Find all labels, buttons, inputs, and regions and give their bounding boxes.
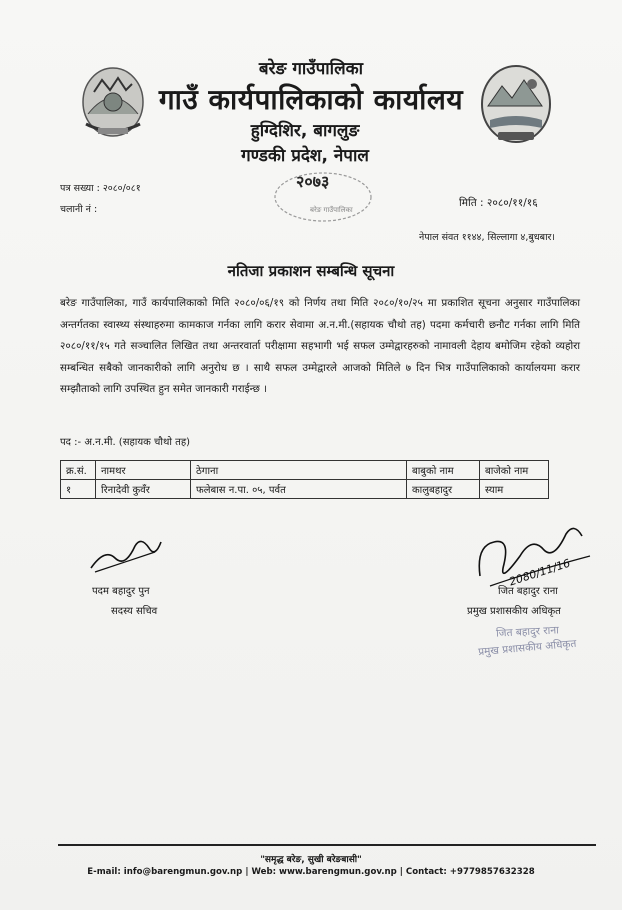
dispatch-number: चलानी नं : <box>60 204 98 215</box>
title-stamp: प्रमुख प्रशासकीय अधिकृत <box>477 637 577 659</box>
left-signatory-title: सदस्य सचिव <box>111 606 158 617</box>
table-header-cell: बाजेको नाम <box>480 461 549 480</box>
letter-date: मिति : २०८०/११/१६ <box>459 197 538 209</box>
table-header-cell: नामथर <box>96 461 191 480</box>
table-header-cell: क्र.सं. <box>61 461 96 480</box>
right-signatory-name: जित बहादुर राना <box>498 586 558 597</box>
table-cell: स्याम <box>480 480 549 499</box>
office-address: हुग्दिशिर, बागलुङ <box>250 121 360 141</box>
footer-contact: E-mail: info@barengmun.gov.np | Web: www.barengmun.gov.np | Contact: +9779857632328 <box>87 867 535 877</box>
post-label: पद :- अ.न.मी. (सहायक चौथो तह) <box>60 437 191 448</box>
table-cell: कालुबहादुर <box>407 480 480 499</box>
notice-title: नतिजा प्रकाशन सम्बन्धि सूचना <box>227 262 395 280</box>
notice-body: बरेङ गाउँपालिका, गाउँ कार्यपालिकाको मिति २०८०/०६/१९ को निर्णय तथा मिति २०८०/१०/२५ मा प्रकाशित सूचना अनुसार गाउँपालिका अन्तर्गतका स्वास्थ्य संस्थाहरुमा कामकाज गर्नका लागि करार सेवामा अ.न.मी.(सहायक चौथो तह) पदमा कर्मचारी छनौट गर्नका लागि मिति २०८०/११/१५ गते सञ्चालित लिखित तथा अन्तरवार्ता परीक्षामा सहभागी भई सफल उम्मेद्वारहरुको नामावली देहाय बमोजिम रहेको व्यहोरा सम्बन्धित सबैको जानकारीको लागि अनुरोध छ । साथै सफल उम्मेद्वारले आजको मितिले ७ दिन भित्र गाउँपालिकाको कार्यालयमा करार सम्झौताको लागि उपस्थित हुन समेत जानकारी गराईन्छ । <box>60 297 580 395</box>
left-signatory-name: पदम बहादुर पुन <box>92 586 150 597</box>
left-signature-icon <box>85 528 165 578</box>
footer-divider <box>58 844 596 846</box>
name-stamp: जित बहादुर राना <box>495 624 560 640</box>
table-row <box>61 480 549 499</box>
table-header-row <box>61 461 549 480</box>
office-name: गाउँ कार्यपालिकाको कार्यालय <box>158 83 464 116</box>
municipality-name: बरेङ गाउँपालिका <box>258 59 364 79</box>
svg-text:बरेङ गाउँपालिका: बरेङ गाउँपालिका <box>310 206 353 214</box>
table-cell: रिनादेवी कुवँर <box>96 480 191 499</box>
province-country: गण्डकी प्रदेश, नेपाल <box>241 146 369 166</box>
table-cell: फलेबास न.पा. ०५, पर्वत <box>191 480 407 499</box>
table-cell: १ <box>61 480 96 499</box>
dispatch-stamp-number: २०७३ <box>296 172 330 191</box>
table-header-cell: ठेगाना <box>191 461 407 480</box>
table-header-cell: बाबुको नाम <box>407 461 480 480</box>
result-table <box>60 460 549 499</box>
nepal-sambat-date: नेपाल संवत ११४४, सिल्लागा ४,बुधबार। <box>419 232 556 243</box>
reference-number: पत्र सख्या : २०८०/०८१ <box>60 183 141 194</box>
footer-motto: "समृद्ध बरेङ, सुखी बरेङबासी" <box>260 855 362 865</box>
right-signatory-title: प्रमुख प्रशासकीय अधिकृत <box>467 606 561 617</box>
right-signature-date: 2080/11/16 <box>507 556 572 589</box>
